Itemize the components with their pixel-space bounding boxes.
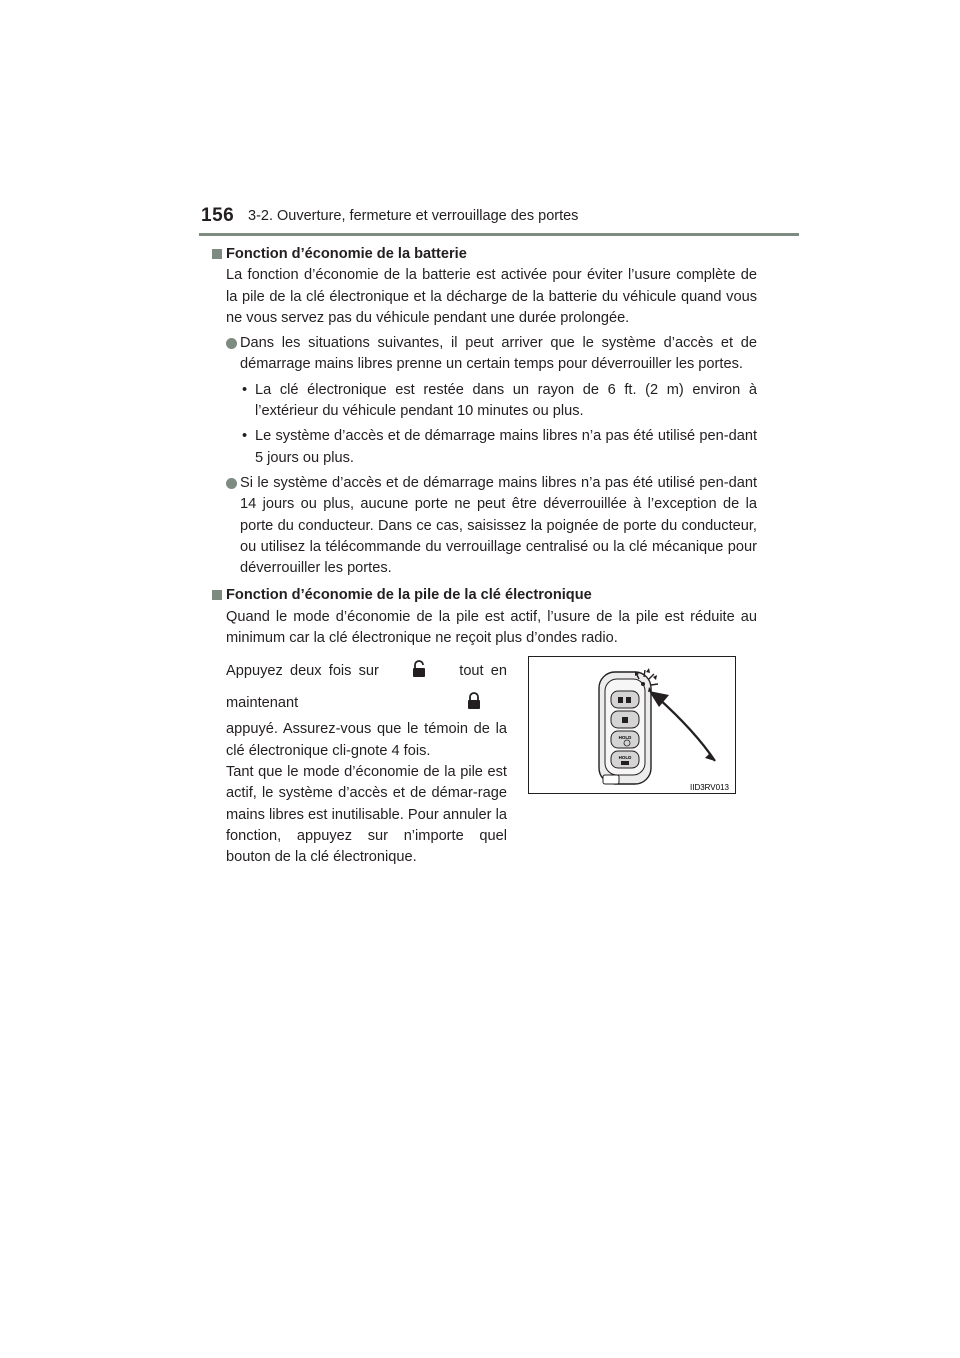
- battery-intro: La fonction d’économie de la batterie est activée pour éviter l’usure complète de la pile de la clé électronique et la décharge de la batterie du véhicule quand vous ne vous servez pas du véhicule pendant une durée prolongée.: [226, 267, 757, 326]
- square-bullet-icon: [212, 590, 222, 600]
- section-title: 3-2. Ouverture, fermeture et verrouillage des portes: [248, 208, 579, 224]
- bullet-item: Si le système d’accès et de démarrage mains libres n’a pas été utilisé pen-dant 14 jours ou plus, aucune porte ne peut être déverrouillée à l’exception de la porte du conducteur. Dans ce cas, saisissez la poignée de porte du conducteur, ou utilisez la télécommande du verrouillage centralisé ou la clé mécanique pour déverrouiller les portes.: [212, 473, 757, 579]
- page-number: 156: [201, 205, 235, 226]
- round-bullet-icon: [226, 338, 237, 349]
- page-content: [212, 244, 757, 868]
- figure-label: IID3RV013: [690, 783, 729, 793]
- lock-icon: [467, 692, 481, 710]
- square-bullet-icon: [212, 249, 222, 259]
- unlock-icon: [412, 660, 426, 678]
- section-heading-key-battery: Fonction d’économie de la pile de la clé électronique: [212, 585, 757, 606]
- section-heading-battery: Fonction d’économie de la batterie: [212, 244, 757, 265]
- instruction-block: [212, 655, 757, 868]
- hold-label: HOLD: [618, 755, 632, 761]
- electronic-key-illustration: [528, 656, 736, 794]
- sub-bullet-item: • La clé électronique est restée dans un rayon de 6 ft. (2 m) environ à l’extérieur du véhicule pendant 10 minutes ou plus.: [242, 381, 757, 420]
- bullet-item: Dans les situations suivantes, il peut arriver que le système d’accès et de démarrage mains libres prenne un certain temps pour déverrouiller les portes.: [212, 333, 757, 376]
- header-rule: [199, 233, 799, 236]
- hold-label: HOLD: [618, 735, 632, 741]
- sub-bullet-item: • Le système d’accès et de démarrage mains libres n’a pas été utilisé pen-dant 5 jours ou plus.: [242, 428, 757, 466]
- key-battery-intro: Quand le mode d’économie de la pile est actif, l’usure de la pile est réduite au minimum car la clé électronique ne reçoit plus d’ondes radio.: [226, 608, 757, 647]
- round-bullet-icon: [226, 478, 237, 489]
- instruction-text: Appuyez deux fois sur tout en maintenant appuyé. Assurez-vous que le témoin de la clé électronique cli-gnote 4 fois. Tant que le mode d’économie de la pile est actif, le système d’accès et de démar-rage mains libres est inutilisable. Pour annuler la fonction, appuyez sur n’importe quel bouton de la clé électronique.: [226, 655, 507, 868]
- electronic-key-drawing: [529, 657, 735, 793]
